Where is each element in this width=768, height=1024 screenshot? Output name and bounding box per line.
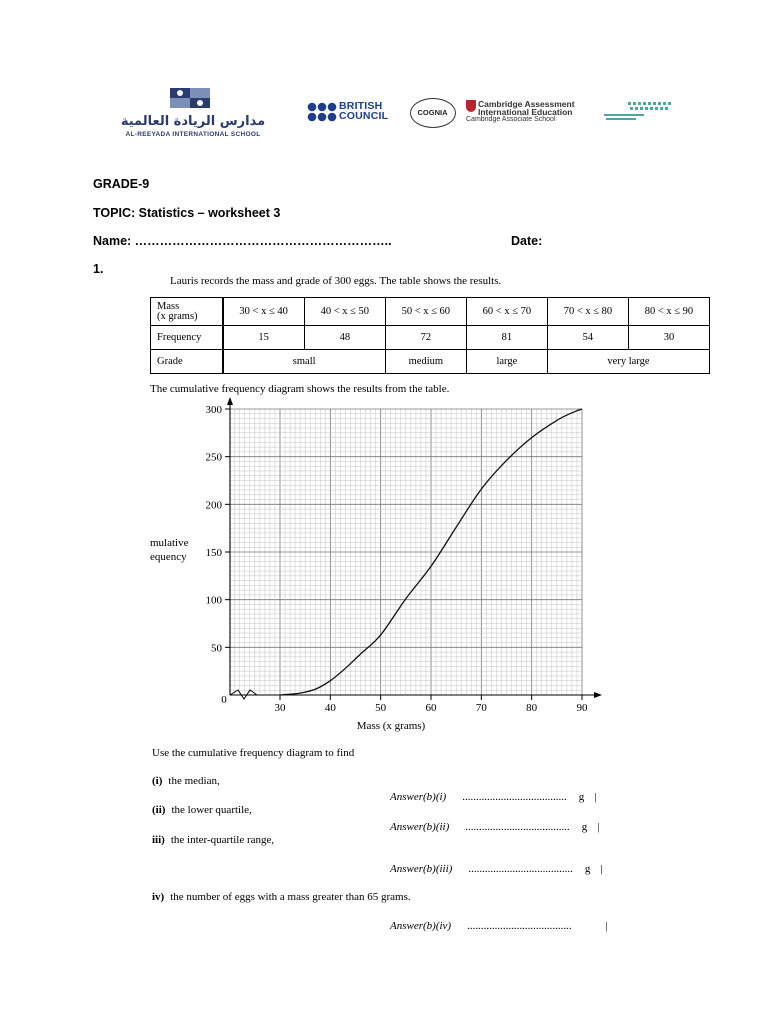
answer-line-iii[interactable]: Answer(b)(iii) ...................................... g | xyxy=(390,863,603,875)
frequency-cell: 15 xyxy=(223,326,305,350)
cambridge-shield-icon xyxy=(466,100,476,112)
y-tick-label: 250 xyxy=(205,451,222,464)
part-iv: iv) the number of eggs with a mass greater than 65 grams. xyxy=(152,891,411,903)
school-logo xyxy=(98,88,288,144)
y-tick-label: 300 xyxy=(205,404,222,416)
class-interval: 60 < x ≤ 70 xyxy=(466,298,547,326)
chart-caption: The cumulative frequency diagram shows the results from the table. xyxy=(150,383,450,395)
table-row-mass xyxy=(151,298,710,326)
answer-line-ii[interactable]: Answer(b)(ii) ...................................... g | xyxy=(390,821,600,833)
grade-cell: small xyxy=(223,350,386,374)
part-ii: (ii) the lower quartile, xyxy=(152,804,252,816)
topic-title: TOPIC: Statistics – worksheet 3 xyxy=(93,206,281,220)
question-intro: Lauris records the mass and grade of 300 eggs. The table shows the results. xyxy=(170,275,502,287)
x-axis-arrow-icon xyxy=(594,692,602,698)
x-tick-label: 0 xyxy=(221,694,227,706)
chart-ticks xyxy=(206,404,589,714)
answer-line-iv[interactable]: Answer(b)(iv) ...................................... | xyxy=(390,920,608,932)
name-field: Name: …………………………………………………….. xyxy=(93,234,392,248)
cambridge-line-2: International Education xyxy=(478,107,573,117)
class-interval: 80 < x ≤ 90 xyxy=(628,298,709,326)
y-tick-label: 100 xyxy=(205,594,222,607)
frequency-cell: 30 xyxy=(628,326,709,350)
british-council-line-1: BRITISH xyxy=(339,100,383,112)
grade-cell: very large xyxy=(547,350,709,374)
x-tick-label: 50 xyxy=(375,702,387,714)
cumulative-frequency-chart xyxy=(140,396,610,741)
cambridge-line-1: Cambridge Assessment xyxy=(478,99,575,109)
date-field: Date: xyxy=(511,234,543,248)
grade-cell: medium xyxy=(385,350,466,374)
cambridge-logo xyxy=(466,99,606,125)
grade-label: GRADE-9 xyxy=(93,177,150,191)
school-name-arabic: مدارس الريادة العالمية xyxy=(120,114,266,129)
y-tick-label: 50 xyxy=(211,642,222,655)
x-tick-label: 90 xyxy=(576,702,588,714)
x-tick-label: 40 xyxy=(324,702,336,714)
cognia-text: COGNIA xyxy=(417,108,448,117)
frequency-cell: 54 xyxy=(547,326,628,350)
frequency-cell: 48 xyxy=(304,326,385,350)
question-number: 1. xyxy=(93,262,104,276)
row-label-grade: Grade xyxy=(151,350,223,374)
instructions: Use the cumulative frequency diagram to find xyxy=(152,747,355,759)
class-interval: 50 < x ≤ 60 xyxy=(385,298,466,326)
chart-grid xyxy=(230,409,582,695)
y-tick-label: 200 xyxy=(205,499,222,512)
part-i: (i) the median, xyxy=(152,775,220,787)
x-tick-label: 30 xyxy=(274,702,286,714)
row-label-mass: Mass (x grams) xyxy=(151,298,223,326)
x-axis-label: Mass (x grams) xyxy=(356,720,426,732)
answer-line-i[interactable]: Answer(b)(i) ...................................... g | xyxy=(390,791,597,803)
ministry-logo-icon xyxy=(602,98,674,124)
table-row-grade xyxy=(151,350,710,374)
class-interval: 40 < x ≤ 50 xyxy=(304,298,385,326)
x-tick-label: 70 xyxy=(475,702,487,714)
cognia-logo xyxy=(410,98,456,128)
school-crest-icon xyxy=(166,88,214,116)
frequency-table xyxy=(150,297,710,374)
part-iii: iii) the inter-quartile range, xyxy=(152,834,275,846)
row-label-frequency: Frequency xyxy=(151,326,223,350)
british-council-logo xyxy=(307,100,407,124)
grade-cell: large xyxy=(466,350,547,374)
british-council-dots-icon xyxy=(307,102,337,122)
y-tick-label: 150 xyxy=(205,547,222,559)
class-interval: 70 < x ≤ 80 xyxy=(547,298,628,326)
cambridge-line-3: Cambridge Associate School xyxy=(466,116,556,123)
frequency-cell: 72 xyxy=(385,326,466,350)
x-tick-label: 60 xyxy=(425,702,437,714)
class-interval: 30 < x ≤ 40 xyxy=(223,298,305,326)
y-axis-label: mulative equency xyxy=(150,537,189,563)
y-axis-arrow-icon xyxy=(227,397,233,405)
school-name-english: AL-REEYADA INTERNATIONAL SCHOOL xyxy=(125,131,261,138)
frequency-cell: 81 xyxy=(466,326,547,350)
british-council-line-2: COUNCIL xyxy=(339,110,389,122)
table-row-frequency xyxy=(151,326,710,350)
x-tick-label: 80 xyxy=(526,702,538,714)
